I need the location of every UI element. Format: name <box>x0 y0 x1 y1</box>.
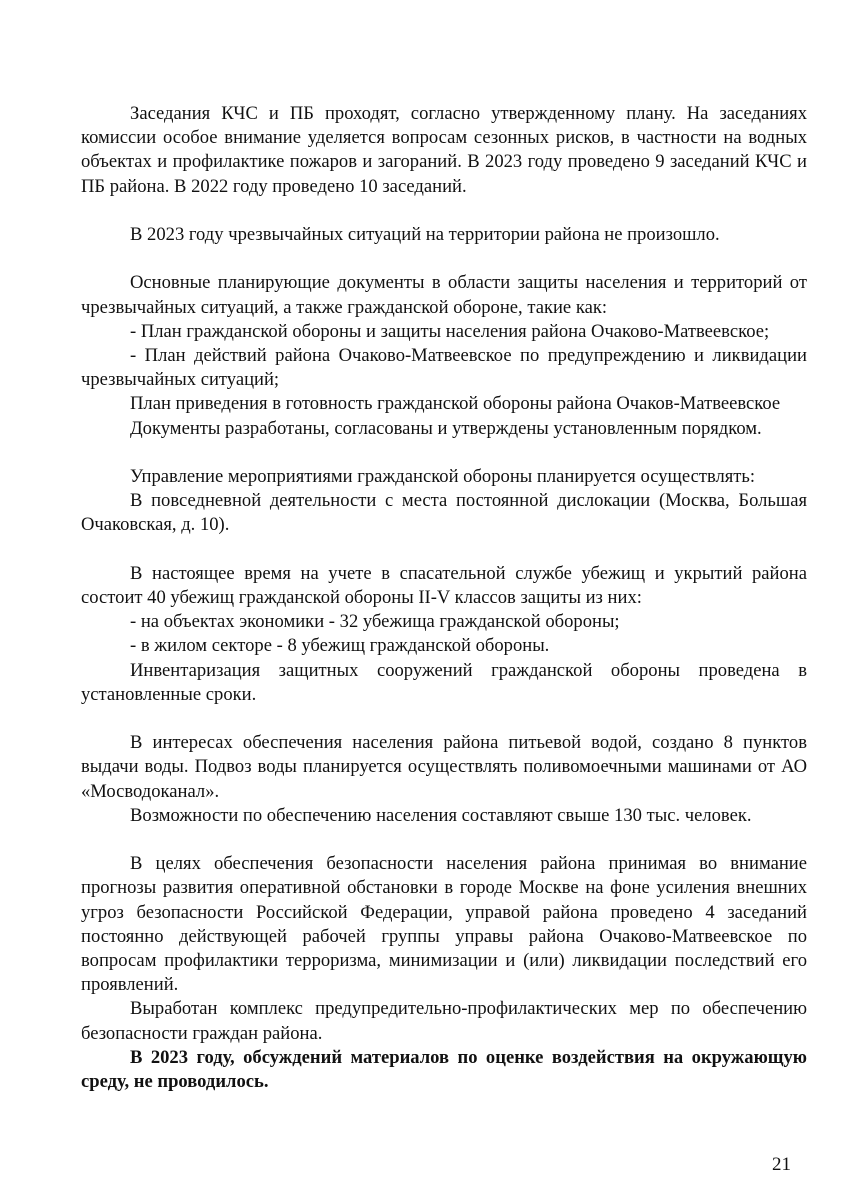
spacer <box>81 538 807 562</box>
list-item-shelters-residential: - в жилом секторе - 8 убежищ гражданской обороны. <box>130 635 550 657</box>
paragraph-shelters: В настоящее время на учете в спасательной службе убежищ и укрытий района состоит 40 убежищ гражданской обороны II-V классов защиты из них: <box>81 562 807 608</box>
paragraph-inventory: Инвентаризация защитных сооружений гражданской обороны проведена в установленные сроки. <box>81 659 807 705</box>
paragraph-security: В целях обеспечения безопасности населения района принимая во внимание прогнозы развития оперативной обстановки в городе Москве на фоне усиления внешних угроз безопасности Российской Федерации, управой района проведено 4 заседаний постоянно действующей рабочей группы управы района Очаково-Матвеевское по вопросам профилактики терроризма, минимизации и (или) ликвидации последствий его проявлений. <box>81 853 807 996</box>
paragraph-kchs-meetings: Заседания КЧС и ПБ проходят, согласно утвержденному плану. На заседаниях комиссии особое внимание уделяется вопросам сезонных рисков, в частности на водных объектах и профилактике пожаров и загораний. В 2023 году проведено 9 заседаний КЧС и ПБ района. В 2022 году проведено 10 заседаний. <box>81 103 807 197</box>
spacer <box>81 707 807 731</box>
spacer <box>81 199 807 223</box>
spacer <box>81 247 807 271</box>
paragraph-planning-documents: Основные планирующие документы в области защиты населения и территорий от чрезвычайных ситуаций, а также гражданской обороне, такие как: <box>81 272 807 318</box>
paragraph-documents-approved: Документы разработаны, согласованы и утверждены установленным порядком. <box>130 417 762 439</box>
list-item-readiness-plan: План приведения в готовность гражданской обороны района Очаков-Матвеевское <box>130 393 781 415</box>
paragraph-water-capacity: Возможности по обеспечению населения составляют свыше 130 тыс. человек. <box>130 804 752 826</box>
paragraph-prevention-measures: Выработан комплекс предупредительно-профилактических мер по обеспечению безопасности граждан района. <box>81 998 807 1044</box>
page-number: 21 <box>772 1154 791 1175</box>
list-item-action-plan: - План действий района Очаково-Матвеевское по предупреждению и ликвидации чрезвычайных ситуаций; <box>81 345 807 391</box>
spacer <box>81 441 807 465</box>
paragraph-environmental-assessment: В 2023 году, обсуждений материалов по оценке воздействия на окружающую среду, не проводилось. <box>81 1046 807 1093</box>
spacer <box>81 828 807 852</box>
paragraph-no-emergencies: В 2023 году чрезвычайных ситуаций на территории района не произошло. <box>130 224 720 245</box>
list-item-civil-defense-plan: - План гражданской обороны и защиты населения района Очаково-Матвеевское; <box>130 320 770 342</box>
paragraph-management: Управление мероприятиями гражданской обороны планируется осуществлять: <box>130 466 756 487</box>
paragraph-dislocation: В повседневной деятельности с места постоянной дислокации (Москва, Большая Очаковская, д. 10). <box>81 490 807 536</box>
paragraph-water-supply: В интересах обеспечения населения района питьевой водой, создано 8 пунктов выдачи воды. Подвоз воды планируется осуществлять поливомоечными машинами от АО «Мосводоканал». <box>81 732 807 802</box>
document-body <box>81 102 807 1094</box>
list-item-shelters-economy: - на объектах экономики - 32 убежища гражданской обороны; <box>130 611 620 633</box>
